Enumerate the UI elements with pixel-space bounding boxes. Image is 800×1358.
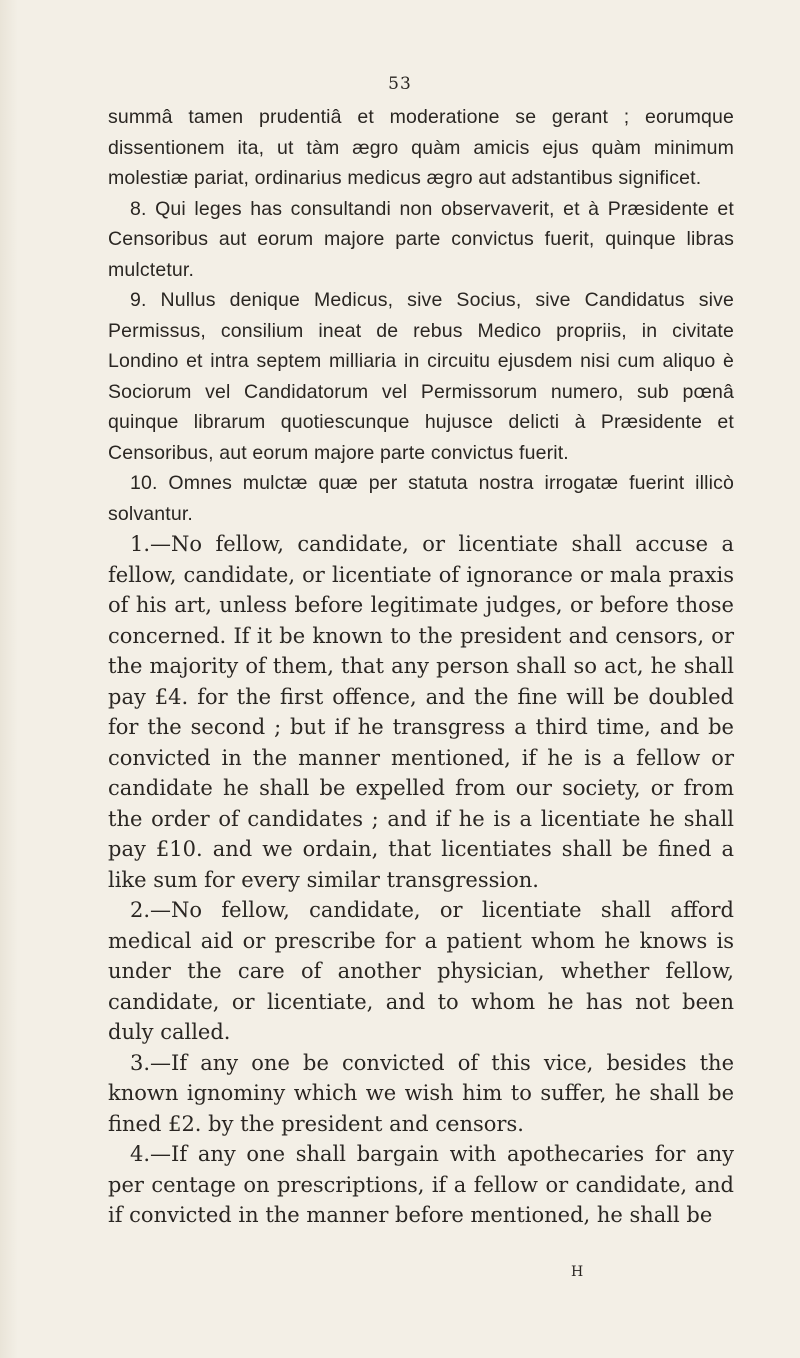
paragraph-english-4: 4.—If any one shall bargain with apothecaries for any per centage on prescriptions, if a fellow or candidate, and if convicted in the manner before mentioned, he shall be (108, 1142, 734, 1227)
paragraph-english-3: 3.—If any one be convicted of this vice, besides the known ignominy which we wish him to suffer, he shall be fined £2. by the president and censors. (108, 1050, 734, 1136)
paragraph-latin-10: 10. Omnes mulctæ quæ per statuta nostra irrogatæ fuerint illicò solvantur. (108, 472, 734, 525)
paragraph-english-2: 2.—No fellow, candidate, or licentiate shall afford medical aid or prescribe for a patient whom he knows is under the care of another physician, whether fellow, candidate, or licentiate, and to whom he has not been duly called. (108, 898, 734, 1044)
page-body (108, 102, 734, 1231)
signature-mark: H (571, 1264, 585, 1280)
paragraph-english-1: 1.—No fellow, candidate, or licentiate shall accuse a fellow, candidate, or licentiate of ignorance or mala praxis of his art, unless before legitimate judges, or before those concerned. If it be known to the president and censors, or the majority of them, that any person shall so act, he shall pay £4. for the first offence, and the fine will be doubled for the second ; but if he transgress a third time, and be convicted in the manner mentioned, if he is a fellow or candidate he shall be expelled from our society, or from the order of candidates ; and if he is a licentiate he shall pay £10. and we ordain, that licentiates shall be fined a like sum for every similar transgression. (108, 532, 734, 892)
paragraph-latin-9: 9. Nullus denique Medicus, sive Socius, sive Candidatus sive Permissus, consilium ineat de rebus Medico propriis, in civitate Londino et intra septem milliaria in circuitu ejusdem nisi cum aliquo è Sociorum vel Candidatorum vel Permissorum numero, sub pœnâ quinque librarum quotiescunque hujusce delicti à Præsidente et Censoribus, aut eorum majore parte convictus fuerit. (108, 289, 734, 464)
page-number: 53 (388, 74, 412, 94)
paragraph-latin-continuation: summâ tamen prudentiâ et moderatione se gerant ; eorumque dissentionem ita, ut tàm ægro quàm amicis ejus quàm minimum molestiæ pariat, ordinarius medicus ægro aut adstantibus significet. (108, 106, 734, 189)
paragraph-latin-8: 8. Qui leges has consultandi non observaverit, et à Præsidente et Censoribus aut eorum majore parte convictus fuerit, quinque libras mulctetur. (108, 197, 734, 281)
